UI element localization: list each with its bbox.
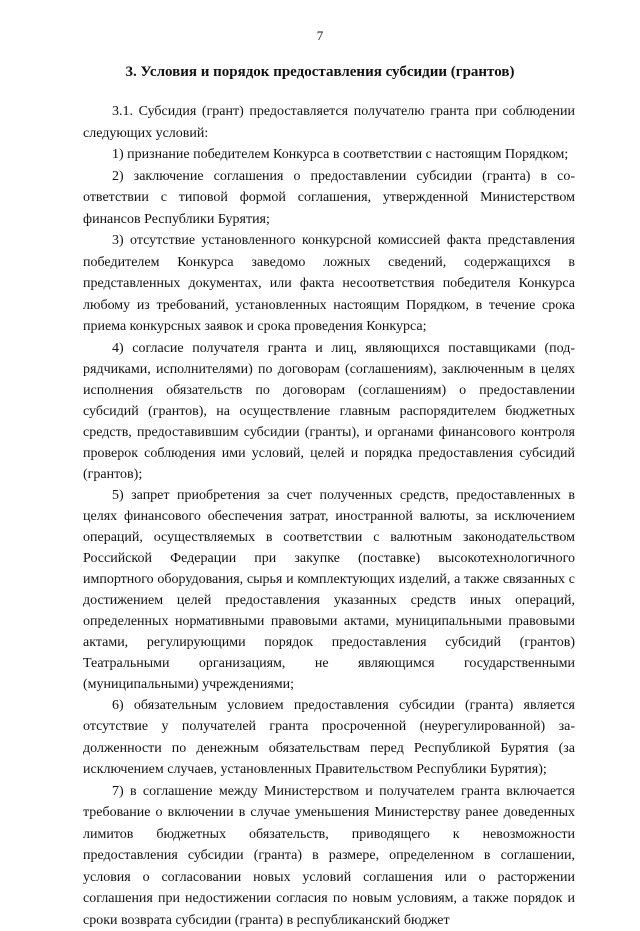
document-body xyxy=(83,101,575,931)
condition-5: 5) запрет приобретения за счет полученных средств, предоставленных в целях финансового обеспечения затрат, иностранной валюты, за исключением операций, осуществляемых в соответствии с валютным законодательством Российской Федерации при закупке (поставке) высокотехнологичного импортного оборудования, сырья и комплектующих изделий, а также связанных с достижением целей предоставления указанных средств иных операций, определенных нормативными правовыми актами, муниципальными правовыми актами, регулирующими порядок предоставления субсидий (грантов) Театральными организациям, не являющимся государственными (муниципальными) учреждениями; xyxy=(83,485,575,695)
condition-3: 3) отсутствие установленного конкурсной комиссией факта представления победителем Конкурса заведомо ложных сведений, содержащихся в представленных документах, или факта несоответствия победителя Конкурса любому из требований, установленных настоящим Порядком, в течение срока приема конкурсных заявок и срока проведения Конкурса; xyxy=(83,230,575,338)
section-heading: 3. Условия и порядок предоставления субсидии (грантов) xyxy=(0,64,640,81)
condition-2: 2) заключение соглашения о предоставлении субсидии (гранта) в соответствии с типовой формой соглашения, утвержденной Министерством финансов Республики Бурятия; xyxy=(83,166,575,231)
paragraph-3-1: 3.1. Субсидия (грант) предоставляется получателю гранта при соблюдении следующих условий: xyxy=(83,101,575,144)
page-number: 7 xyxy=(0,28,640,44)
condition-1: 1) признание победителем Конкурса в соответствии с настоящим Порядком; xyxy=(83,144,575,166)
condition-6: 6) обязательным условием предоставления субсидии (гранта) является отсутствие у получателей гранта просроченной (неурегулированной) задолженности по денежным обязательствам перед Республикой Бурятия (за исключением случаев, установленных Правительством Республики Бурятия); xyxy=(83,695,575,781)
condition-7: 7) в соглашение между Министерством и получателем гранта включается требование о включении в случае уменьшения Министерству ранее доведенных лимитов бюджетных обязательств, приводящего к невозможности предоставления субсидии (гранта) в размере, определенном в соглашении, условия о согласовании новых условий соглашения или о расторжении соглашения при недостижении согласия по новым условиям, а также порядок и сроки возврата субсидии (гранта) в республиканский бюджет xyxy=(83,781,575,931)
condition-4: 4) согласие получателя гранта и лиц, являющихся поставщиками (подрядчиками, исполнителями) по договорам (соглашениям), заключенным в целях исполнения обязательств по договорам (соглашениям) о предоставлении субсидий (грантов), на осуществление главным распорядителем бюджетных средств, предоставившим субсидии (гранты), и органами финансового контроля проверок соблюдения ими условий, целей и порядка предоставления субсидий (грантов); xyxy=(83,338,575,485)
